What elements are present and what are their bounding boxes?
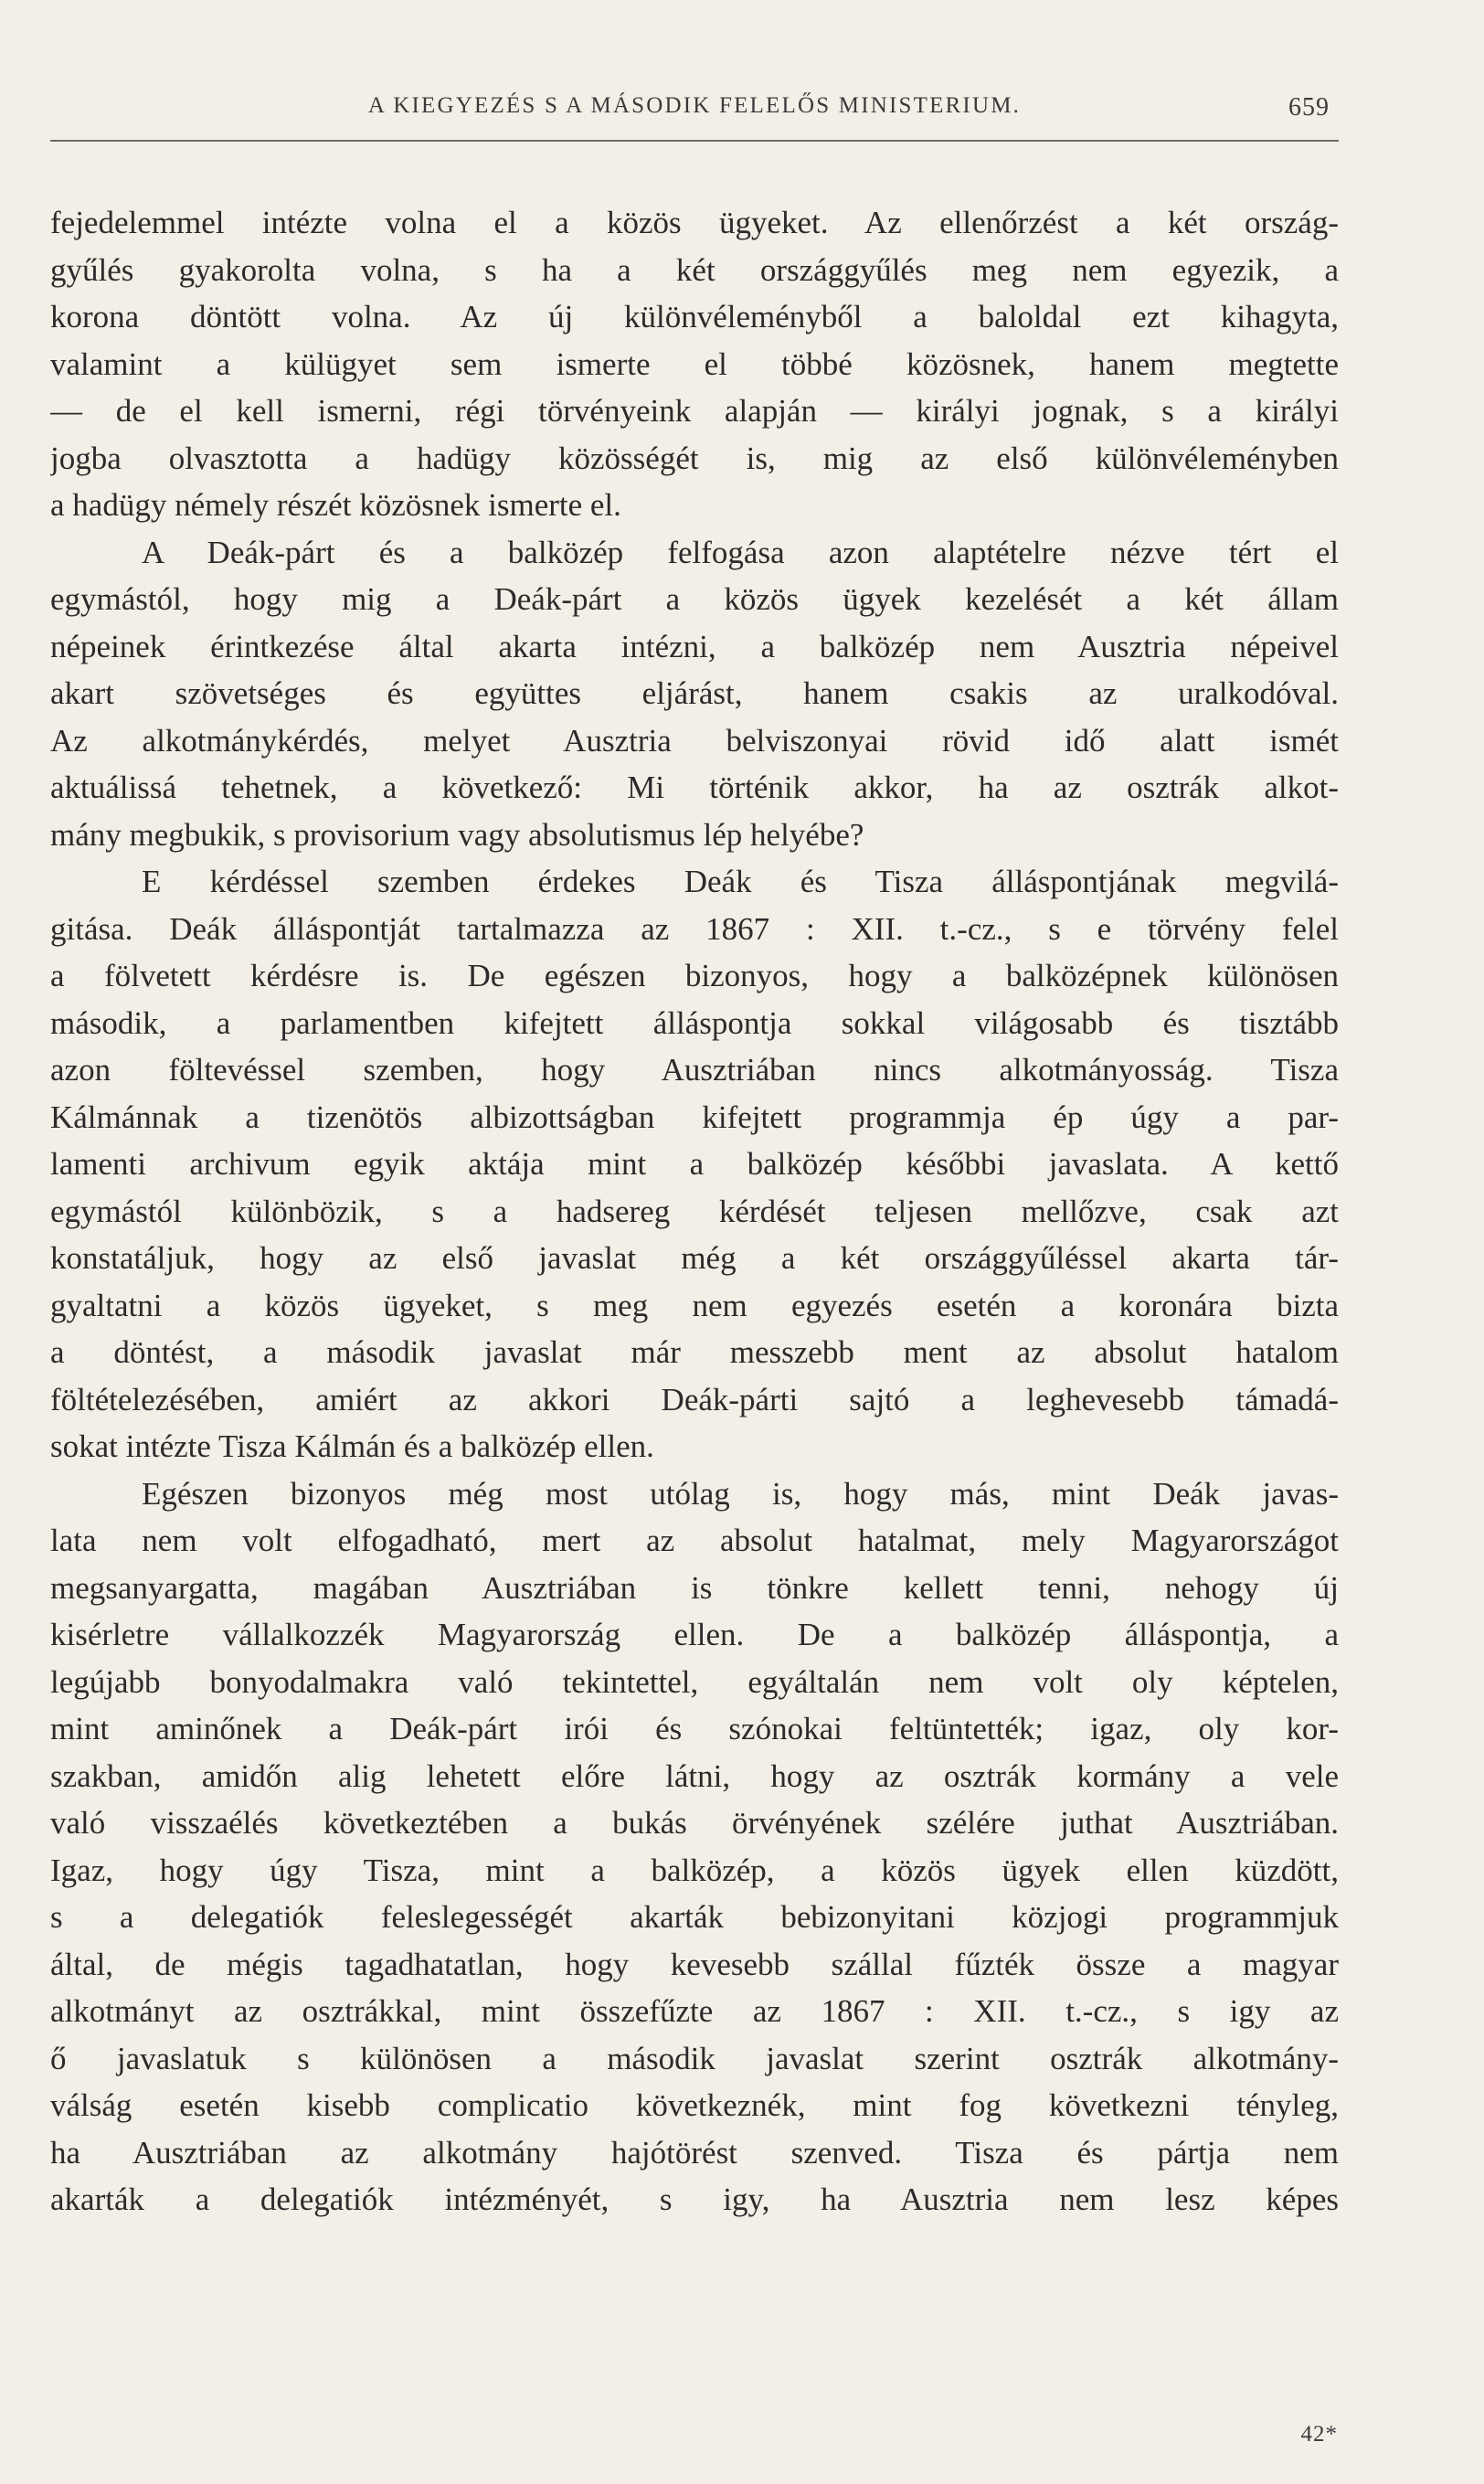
text-line: kisérletre vállalkozzék Magyarország ellen. De a balközép álláspontja, a	[50, 1617, 1339, 1652]
text-line: megsanyargatta, magában Ausztriában is tönkre kellett tenni, nehogy új	[50, 1569, 1339, 1606]
text-line: válság esetén kisebb complicatio következnék, mint fog következni tényleg,	[50, 2087, 1339, 2123]
text-line: jogba olvasztotta a hadügy közösségét is, mig az első különvéleményben	[50, 440, 1339, 476]
text-line: legújabb bonyodalmakra való tekintettel, egyáltalán nem volt oly képtelen,	[50, 1663, 1339, 1700]
text-line: ha Ausztriában az alkotmány hajótörést szenved. Tisza és pártja nem	[50, 2134, 1339, 2171]
text-line: valamint a külügyet sem ismerte el többé közösnek, hanem megtette	[50, 345, 1339, 382]
text-line: által, de mégis tagadhatatlan, hogy kevesebb szállal fűzték össze a magyar	[50, 1946, 1339, 1982]
text-line: Kálmánnak a tizenötös albizottságban kifejtett programmja ép úgy a par-	[50, 1099, 1339, 1135]
text-line: aktuálissá tehetnek, a következő: Mi történik akkor, ha az osztrák alkot-	[50, 770, 1339, 805]
text-line: mint aminőnek a Deák-párt irói és szónokai feltüntették; igaz, oly kor-	[50, 1711, 1339, 1746]
text-line: a döntést, a második javaslat már messzebb ment az absolut hatalom	[50, 1334, 1339, 1370]
text-line: ő javaslatuk s különösen a második javaslat szerint osztrák alkotmány-	[50, 2040, 1339, 2076]
text-line: sokat intézte Tisza Kálmán és a balközép ellen.	[50, 1428, 654, 1464]
text-line: a fölvetett kérdésre is. De egészen bizonyos, hogy a balközépnek különösen	[50, 958, 1339, 993]
text-line: Az alkotmánykérdés, melyet Ausztria belviszonyai rövid idő alatt ismét	[50, 722, 1339, 759]
text-line: — de el kell ismerni, régi törvényeink alapján — királyi jognak, s a királyi	[50, 393, 1339, 429]
text-line: akart szövetséges és együttes eljárást, hanem csakis az uralkodóval.	[50, 675, 1339, 711]
text-line: mány megbukik, s provisorium vagy absolutismus lép helyébe?	[50, 816, 864, 853]
text-line: szakban, amidőn alig lehetett előre látni, hogy az osztrák kormány a vele	[50, 1757, 1339, 1794]
body-text	[50, 199, 1339, 2224]
text-line: a hadügy némely részét közösnek ismerte el.	[50, 487, 621, 523]
text-line: népeinek érintkezése által akarta intézni, a balközép nem Ausztria népeivel	[50, 628, 1339, 664]
text-line: második, a parlamentben kifejtett álláspontja sokkal világosabb és tisztább	[50, 1004, 1339, 1041]
text-line: gyűlés gyakorolta volna, s ha a két országgyűlés meg nem egyezik, a	[50, 251, 1339, 288]
text-line: Igaz, hogy úgy Tisza, mint a balközép, a közös ügyek ellen küzdött,	[50, 1852, 1339, 1888]
page-number: 659	[1288, 93, 1330, 122]
text-line: való visszaélés következtében a bukás örvényének szélére juthat Ausztriában.	[50, 1805, 1339, 1841]
text-line: akarták a delegatiók intézményét, s igy, ha Ausztria nem lesz képes	[50, 2181, 1339, 2217]
text-line: egymástól különbözik, s a hadsereg kérdését teljesen mellőzve, csak azt	[50, 1193, 1339, 1229]
page-header	[50, 93, 1339, 130]
text-line: gyaltatni a közös ügyeket, s meg nem egyezés esetén a koronára bizta	[50, 1287, 1339, 1323]
signature-mark: 42*	[1300, 2422, 1338, 2447]
text-line: s a delegatiók feleslegességét akarták bebizonyitani közjogi programmjuk	[50, 1899, 1339, 1935]
text-line: E kérdéssel szemben érdekes Deák és Tisza álláspontjának megvilá-	[142, 864, 1339, 899]
text-line: alkotmányt az osztrákkal, mint összefűzte az 1867 : XII. t.-cz., s igy az	[50, 1993, 1339, 2029]
text-line: lamenti archivum egyik aktája mint a balközép későbbi javaslata. A kettő	[50, 1146, 1339, 1182]
text-line: konstatáljuk, hogy az első javaslat még a két országgyűléssel akarta tár-	[50, 1240, 1339, 1276]
header-rule	[50, 140, 1339, 142]
text-line: azon föltevéssel szemben, hogy Ausztriában nincs alkotmányosság. Tisza	[50, 1052, 1339, 1088]
text-line: föltételezésében, amiért az akkori Deák-párti sajtó a leghevesebb támadá-	[50, 1381, 1339, 1417]
text-line: fejedelemmel intézte volna el a közös ügyeket. Az ellenőrzést a két ország-	[50, 205, 1339, 240]
text-line: lata nem volt elfogadható, mert az absolut hatalmat, mely Magyarországot	[50, 1523, 1339, 1558]
text-line: Egészen bizonyos még most utólag is, hogy más, mint Deák javas-	[142, 1475, 1339, 1512]
running-head: A KIEGYEZÉS S A MÁSODIK FELELŐS MINISTERIUM.	[367, 93, 1022, 118]
text-line: gitása. Deák álláspontját tartalmazza az 1867 : XII. t.-cz., s e törvény felel	[50, 910, 1339, 947]
text-line: korona döntött volna. Az új különvéleményből a baloldal ezt kihagyta,	[50, 299, 1339, 334]
text-line: egymástól, hogy mig a Deák-párt a közös ügyek kezelését a két állam	[50, 581, 1339, 617]
text-line: A Deák-párt és a balközép felfogása azon alaptételre nézve tért el	[142, 534, 1339, 570]
